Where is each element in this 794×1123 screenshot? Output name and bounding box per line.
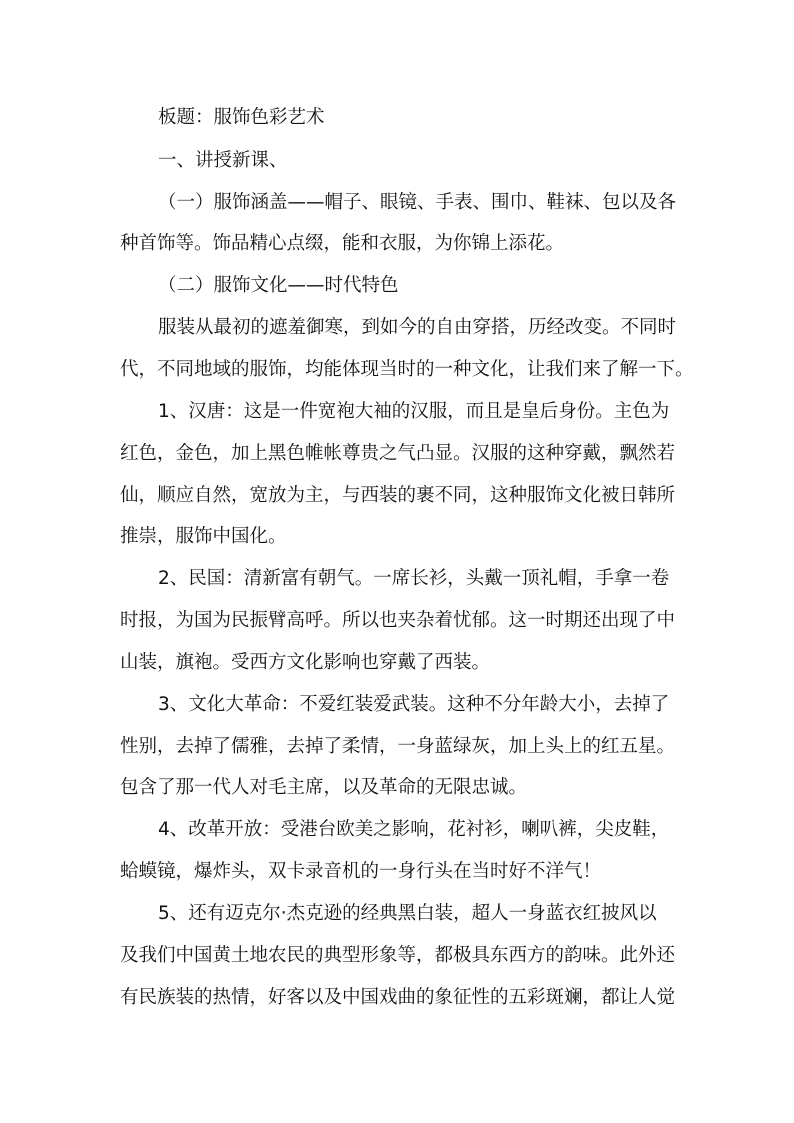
list-item-line: 有民族装的热情，好客以及中国戏曲的象征性的五彩斑斓，都让人觉 bbox=[120, 987, 676, 1008]
list-item-line: 推崇，服饰中国化。 bbox=[120, 526, 287, 547]
list-item-line: 包含了那一代人对毛主席，以及革命的无限忠诚。 bbox=[120, 777, 528, 798]
subsection-heading: （二）服饰文化——时代特色 bbox=[158, 275, 399, 296]
list-item-line: 性别，去掉了儒雅，去掉了柔情，一身蓝绿灰，加上头上的红五星。 bbox=[120, 736, 676, 757]
section-heading: 一、讲授新课、 bbox=[158, 150, 288, 171]
list-item-line: 及我们中国黄土地农民的典型形象等，都极具东西方的韵味。此外还 bbox=[120, 945, 676, 966]
list-item-line: 2、民国：清新富有朝气。一席长衫，头戴一顶礼帽，手拿一卷 bbox=[158, 568, 670, 589]
paragraph-line: 种首饰等。饰品精心点缀，能和衣服，为你锦上添花。 bbox=[120, 233, 565, 254]
paragraph-line: （一）服饰涵盖——帽子、眼镜、手表、围巾、鞋袜、包以及各 bbox=[158, 192, 677, 213]
list-item-line: 5、还有迈克尔·杰克逊的经典黑白装，超人一身蓝衣红披风以 bbox=[158, 903, 657, 924]
document-title: 板题：服饰色彩艺术 bbox=[158, 107, 325, 128]
list-item-line: 1、汉唐：这是一件宽袍大袖的汉服，而且是皇后身份。主色为 bbox=[158, 401, 670, 422]
list-item-line: 红色，金色，加上黑色帷帐尊贵之气凸显。汉服的这种穿戴，飘然若 bbox=[120, 443, 676, 464]
paragraph-line: 代，不同地域的服饰，均能体现当时的一种文化，让我们来了解一下。 bbox=[120, 359, 694, 380]
list-item-line: 蛤蟆镜，爆炸头，双卡录音机的一身行头在当时好不洋气！ bbox=[120, 861, 602, 882]
list-item-line: 时报，为国为民振臂高呼。所以也夹杂着忧郁。这一时期还出现了中 bbox=[120, 610, 676, 631]
list-item-line: 3、文化大革命：不爱红装爱武装。这种不分年龄大小，去掉了 bbox=[158, 694, 670, 715]
list-item-line: 仙，顺应自然，宽放为主，与西装的裹不同，这种服饰文化被日韩所 bbox=[120, 485, 676, 506]
list-item-line: 山装，旗袍。受西方文化影响也穿戴了西装。 bbox=[120, 652, 491, 673]
list-item-line: 4、改革开放：受港台欧美之影响，花衬衫，喇叭裤，尖皮鞋， bbox=[158, 819, 670, 840]
paragraph-line: 服装从最初的遮羞御寒，到如今的自由穿搭，历经改变。不同时 bbox=[158, 317, 677, 338]
